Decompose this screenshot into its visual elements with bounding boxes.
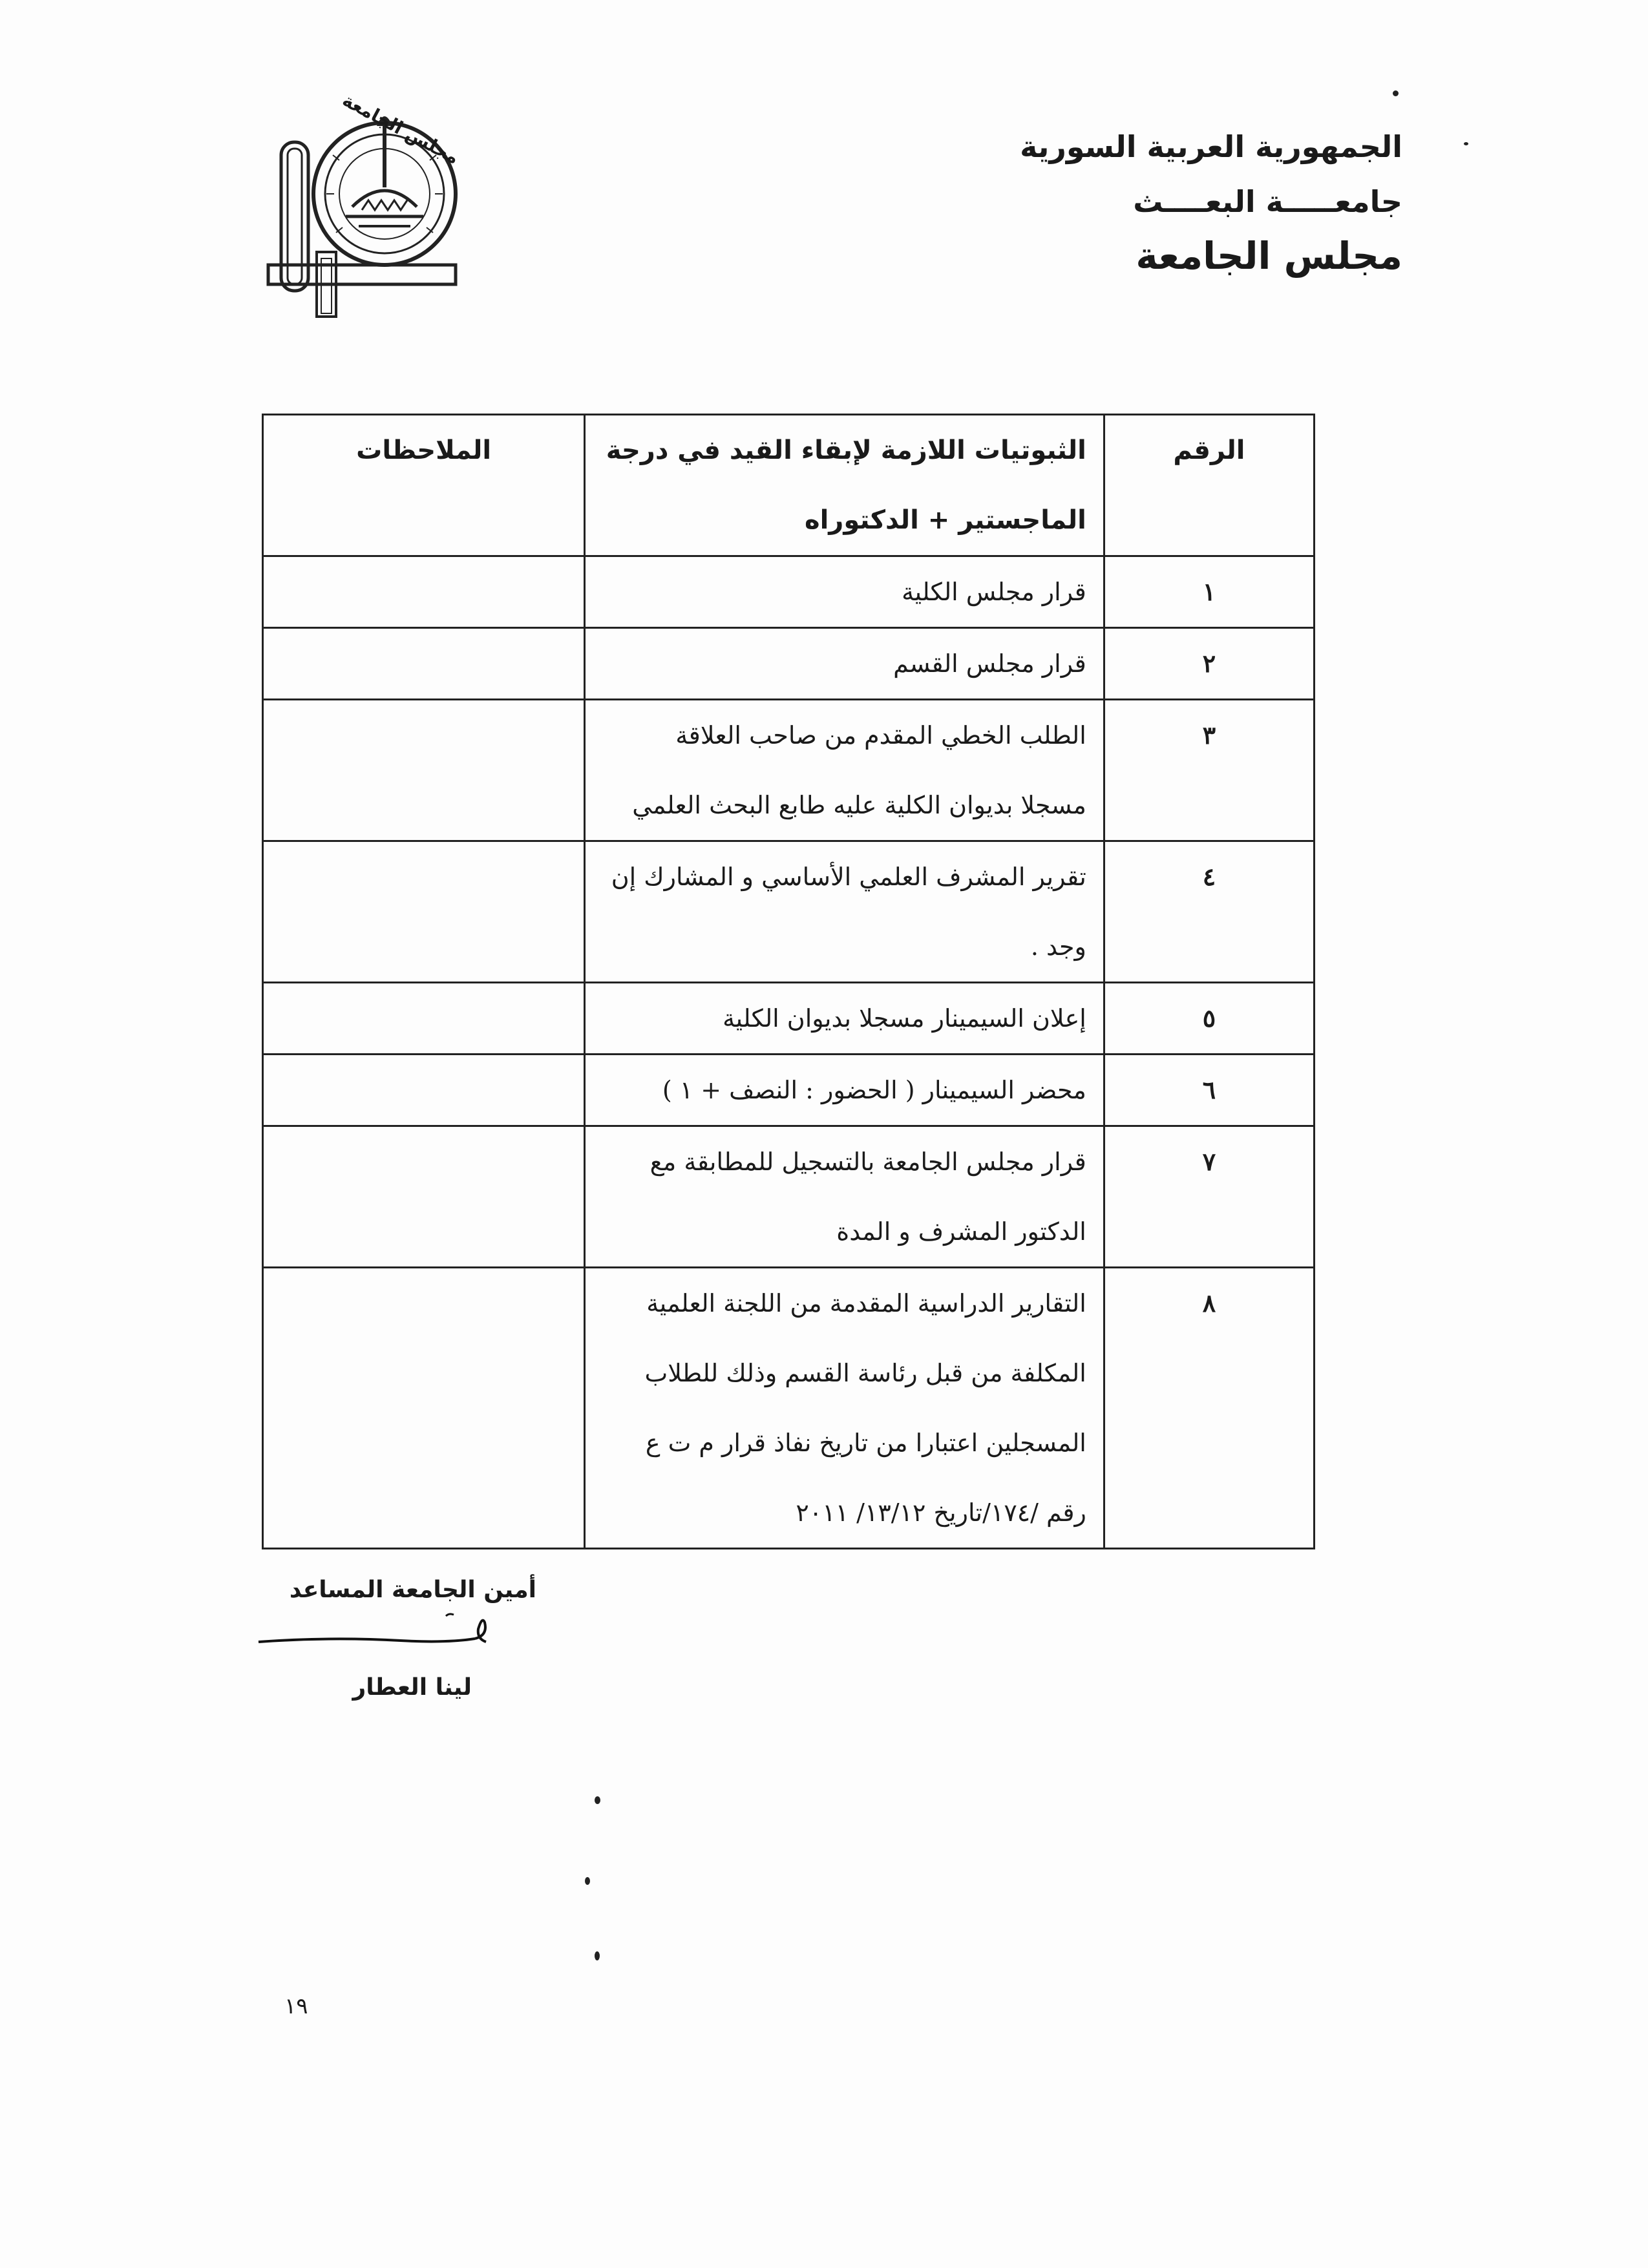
row-number: ٦ (1104, 1055, 1314, 1126)
row-notes (263, 841, 585, 983)
table-row (263, 1126, 1315, 1268)
table-row (263, 700, 1315, 841)
scan-speck (585, 1877, 590, 1885)
seal-caption: مجلس الجامعة (339, 89, 463, 169)
scan-speck (595, 1796, 600, 1804)
row-notes (263, 628, 585, 700)
scan-speck (1393, 90, 1399, 96)
requirements-table (262, 414, 1315, 1549)
row-number: ٥ (1104, 983, 1314, 1055)
row-requirement: محضر السيمينار ( الحضور : النصف + ١ ) (585, 1055, 1104, 1126)
council-name: مجلس الجامعة (1136, 234, 1402, 278)
row-requirement: الطلب الخطي المقدم من صاحب العلاقة مسجلا بديوان الكلية عليه طابع البحث العلمي (585, 700, 1104, 841)
table-row (263, 556, 1315, 628)
row-notes (263, 1126, 585, 1268)
table-header-row (263, 415, 1315, 556)
signatory-title: أمين الجامعة المساعد (289, 1577, 536, 1603)
table-row (263, 983, 1315, 1055)
table-row (263, 1055, 1315, 1126)
row-requirement: إعلان السيمينار مسجلا بديوان الكلية (585, 983, 1104, 1055)
signature-block (252, 1577, 536, 1701)
handwritten-signature (252, 1603, 536, 1674)
signatory-name: لينا العطار (352, 1674, 472, 1701)
row-notes (263, 983, 585, 1055)
university-name: جامعـــــة البعــــث (1133, 184, 1402, 220)
row-notes (263, 1268, 585, 1549)
table-row (263, 841, 1315, 983)
table-row (263, 628, 1315, 700)
header-requirements: الثبوتيات اللازمة لإبقاء القيد في درجة الماجستير + الدكتوراه (585, 415, 1104, 556)
page-number: ١٩ (284, 1993, 308, 2019)
header-number: الرقم (1104, 415, 1314, 556)
row-requirement: قرار مجلس الجامعة بالتسجيل للمطابقة مع الدكتور المشرف و المدة (585, 1126, 1104, 1268)
row-number: ٨ (1104, 1268, 1314, 1549)
row-requirement: التقارير الدراسية المقدمة من اللجنة العلمية المكلفة من قبل رئاسة القسم وذلك للطلاب المسجلين اعتبارا من تاريخ نفاذ قرار م ت ع رقم /١٧٤/تاريخ ١٣/١٢/ ٢٠١١ (585, 1268, 1104, 1549)
row-notes (263, 1055, 585, 1126)
row-number: ٢ (1104, 628, 1314, 700)
scan-speck (595, 1951, 600, 1960)
scan-speck (1464, 142, 1468, 145)
header-notes: الملاحظات (263, 415, 585, 556)
row-notes (263, 700, 585, 841)
row-requirement: قرار مجلس القسم (585, 628, 1104, 700)
country-name: الجمهورية العربية السورية (1020, 129, 1402, 164)
row-number: ٣ (1104, 700, 1314, 841)
row-requirement: قرار مجلس الكلية (585, 556, 1104, 628)
row-number: ١ (1104, 556, 1314, 628)
row-requirement: تقرير المشرف العلمي الأساسي و المشارك إن وجد . (585, 841, 1104, 983)
row-number: ٧ (1104, 1126, 1314, 1268)
document-header (1020, 129, 1402, 279)
table-row (263, 1268, 1315, 1549)
row-notes (263, 556, 585, 628)
row-number: ٤ (1104, 841, 1314, 983)
